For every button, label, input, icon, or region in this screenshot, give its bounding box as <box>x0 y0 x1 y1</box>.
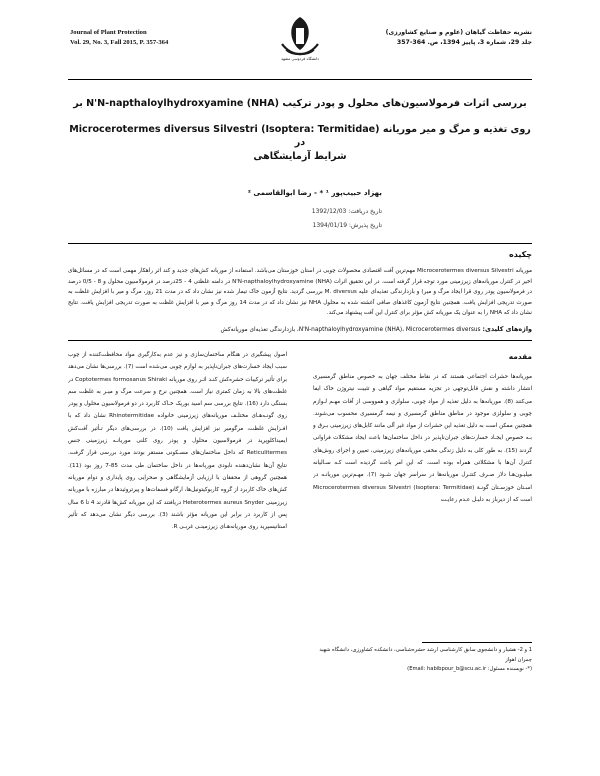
received-date: تاریخ دریافت: 1392/12/03 <box>311 208 382 215</box>
title-line-2: روی تغذیه و مرگ و میر موریانه Microcerotermes diversus Silvestri (Isoptera: Termitidae) در <box>69 124 531 148</box>
abstract-body: موریانه Microcerotermes diversus Silvestri مهم‌ترین آفت اقتصادی محصولات چوبی در استان خوزستان می‌باشد. استفاده از موریانه کش‌های جدید و کند اثر راهکار مهمی است که در مسائل‌های اخیر در کنترل موریانه‌های زیرزمینی مورد توجه قرار گرفته است. در این تحقیق اثرات N'N-napthaloylhydroxyamine (NHA) در دامنه غلظتی 4 - 25درصد در فرمولاسیون محلول و 8 - 0/5 درصد در فرمولاسیون پودر روی قرا ایجاد مرگ و میر) و بازدارندگی تغذیه‌ای علیه M. diversus بررسی گردید. نتایج آزمون خاک تیمار شده نیز نشان داد که در مدت 21 روز، مرگ و میر با افزایش غلظت به صورت تدریجی افزایش یافت. همچنین نتایج آزمون کاغذهای صافی آغشته شده به محلول NHA نیز نشان داد که در مدت 14 روز مرگ و میر با افزایش غلظت به صورت تدریجی افزایش یافت. نتایج نشان داد که NHA را به عنوان یک موریانه کش مؤثر برای کنترل این آفت پیشنهاد می‌کند. <box>68 268 533 317</box>
journal-header-fa <box>352 28 532 48</box>
footnote-email: (*- نویسنده مسئول: Email: habibpour_b@scu.ac.ir) <box>407 666 532 672</box>
journal-name-en: Journal of Plant Protection <box>70 29 147 36</box>
abstract-heading: چکیده <box>508 250 532 259</box>
intro-right-column: موریانه‌ها حشرات اجتماعی هستند که در نقاط مختلف جهان به خصوص مناطق گرمسیری انتشار داشته و نقش قابل‌توجهی در تجزیه مستقیم مواد گیاهی و تثبیت نیتروژن خاک ایفا می‌کنند (8). موریانه‌ها به دلیل تغذیه از مواد چوبی، سلولزی و همووسی از آفات مهـم لـوازم چوبی و سلولزی موجود در مناطق مناطق گرمسیری و نیمه گرمسیری محسوب می‌شوند. همچنین ممکن است به دلیل تغذیه این حشرات از مواد غیر آلی مانند کابل‌های زیرزمینی بـرق و بـه خصوص ایجـاد خسارت‌های جبران‌ناپذیر در داخل ساختمان‌ها باعث ایجاد مشکلات فراوانی گردند (15). به طور کلی به دلیل زندگی مخفی موریانه‌های زیرزمینی، تعیین و اجرای روش‌های کنترل آن‌ها با مشکلاتی همراه بوده است. که این امر باعث گردیده است کـه سـالیانه میلیـون‌هـا دلار صـرف کنتـرل موریانه‌ها در سراسر جهان شـود (7). مهـم‌ترین موریانـه در اسـتان خوزسـتان گونـة Microcerotermes diversus Silvestri (Isoptera: Termitidae) است که از دیرباز به دلیـل عـدم رعایـت <box>313 374 532 503</box>
title-line-3: شرایط آزمایشگاهی <box>253 151 347 162</box>
logo-caption: دانشگاه فردوسی مشهد <box>281 56 319 61</box>
keywords <box>68 324 532 335</box>
header-divider <box>68 79 532 80</box>
abstract-top-divider <box>68 243 532 244</box>
journal-issue-en: Vol. 29, No. 3, Fall 2015, P. 357-364 <box>70 39 169 46</box>
footnotes <box>313 646 532 675</box>
footnote-divider <box>422 642 532 643</box>
intro-heading: مقدمه <box>508 352 532 361</box>
keywords-divider <box>68 340 532 341</box>
journal-issue-fa: جلد 29، شماره 3، پاییز 1394، ص. 364-357 <box>396 39 532 46</box>
title-line-1: بررسی اثرات فرمولاسیون‌های محلول و پودر ترکیب N'N-napthaloylhydroxyamine (NHA) بر <box>73 98 527 109</box>
authors: بهزاد حبیب‌پور ¹ * - رضا ابوالقاسمی ² <box>247 188 382 197</box>
university-logo <box>274 14 326 64</box>
footnote-affiliation: 1 و 2- هشیار و دانشجوی سابق کارشناسی ارشد حشره‌شناسی، دانشکده کشاورزی، دانشگاه شهید چمران اهواز <box>319 647 532 663</box>
journal-header-en <box>70 28 230 48</box>
keywords-label: واژه‌های کلیدی: <box>482 325 532 333</box>
intro-left-column: اصول پیشگیری در هنگام ساختمان‌سازی و نیز عدم به‌کارگیری مواد محافظت‌کننده از چوب سبب ایجاد خسارت‌های جبران‌ناپذیر به لوازم چوبی می‌شده است (7). بررسی‌ها نشان می‌دهد برای تأثیر ترکیبات حشره‌کش کنـد اثـر روی موریانه Coptotermes formosanus Shiraki در غلظت‌های بالا به زمان کمتری نیاز است. همچنین نرخ و سرعت مرگ و میـر به غلظت سم بستگی دارد (16). نتایج بررسی سم اسید بوریک خـاک کاربرد در دو فرمولاسیون محلول و پودر روی گونـه‌هـای مختلـف موریانه‌های زیرزمینی خانواده Rhinotermitidae نشان داد که با افـزایش غلظت، مرگومیر نیز افزایش یافت (10). در بررسی‌های دیگر تـأثیر آفت‌کش ایمیداکلوپرید در فرمولاسیون محلول و پودر روی کلنی موریانـه زیرزمینی جنس Reticulitermes که داخل ساختمان‌های مسـکونی مستقر بودند مورد بررسی قرار گرفت. نتایج آن‌ها نشان‌دهنده نابودی موریانه‌ها در داخل ساختمان طی مدت 85-7 روز بود (11). همچنین گروهی از محققان با ارزیابی آزمایشگاهی و صحرایی روی پایداری و دوام موریانه کش‌های خاک کاربرد از گروه کاربوکیتونیل‌ها، ارگانو فسفات‌ها و پیرتروئیدها در مبارزه با موریانه زیرزمینی Heterotermes aureus Snyder دریافتند که این موریانه کش‌ها قادرند 4 تا 6 سال پس از کاربرد در برابر این موریانه مؤثر باشند (3). بررسی دیگر نشان می‌دهد که تأثیر استانیسپرید روی موریانه‌هـای زیرزمینـی غربـی R. <box>68 352 287 531</box>
keywords-text: N'N-napthaloylhydroxyamine (NHA)، Microcerotermes diversus، بازدارندگی تغذیه‌ای موریانه‌کش <box>220 327 481 333</box>
accepted-date: تاریخ پذیرش: 1394/01/19 <box>312 222 382 229</box>
journal-name-fa: نشریه حفاظت گیاهان (علوم و صنایع کشاورزی) <box>385 29 532 36</box>
